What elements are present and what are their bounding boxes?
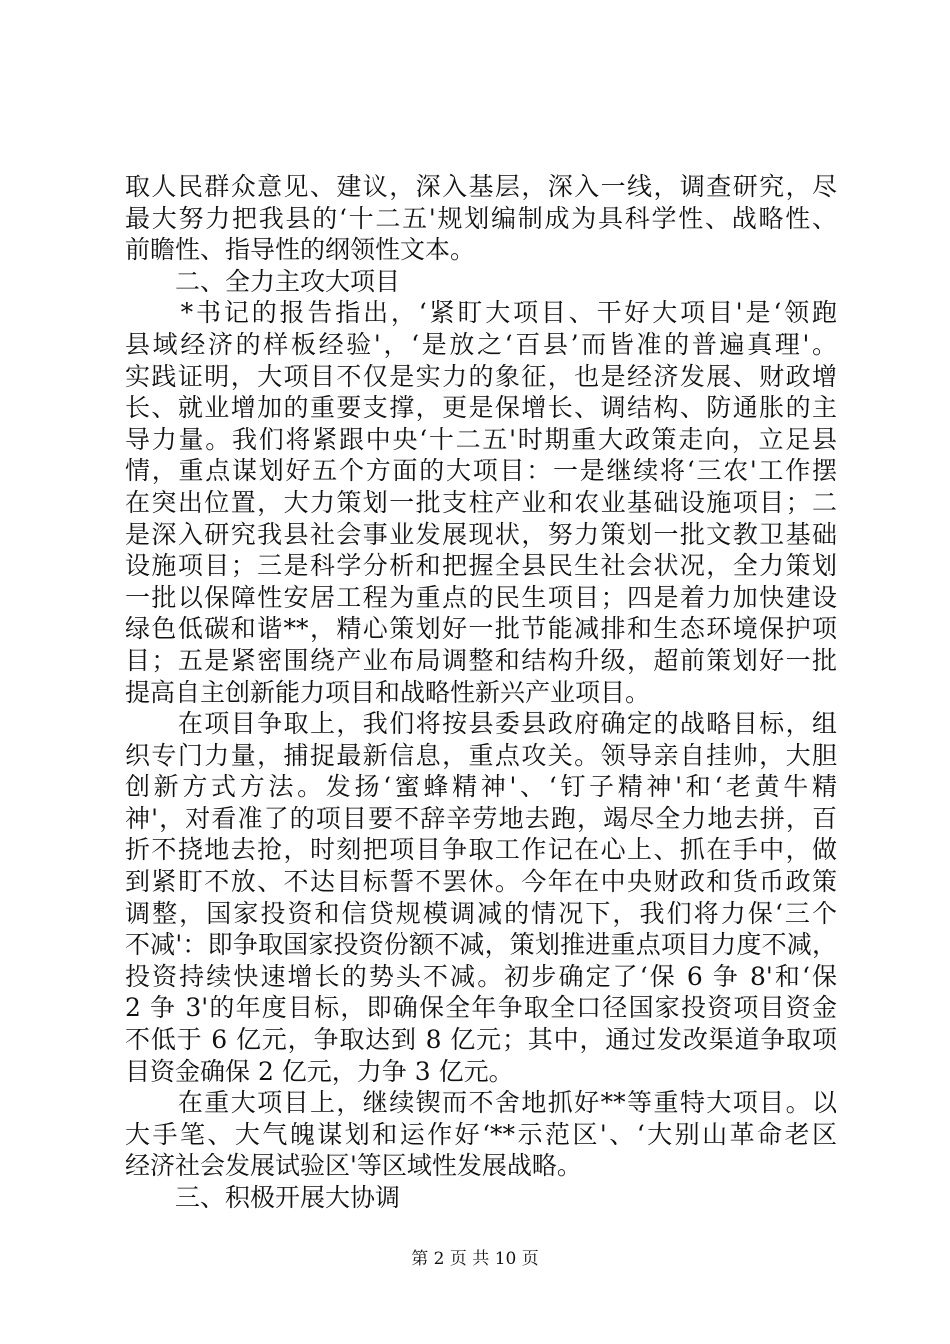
text-line: 取人民群众意见、建议，深入基层，深入一线，调查研究，尽 xyxy=(125,172,837,201)
text-line: 神'，对看准了的项目要不辞辛劳地去跑，竭尽全力地去拼，百 xyxy=(125,803,838,833)
text-line: 提高自主创新能力项目和战略性新兴产业项目。 xyxy=(125,677,651,707)
text-line: 不减'：即争取国家投资份额不减，策划推进重点项目力度不减， xyxy=(125,930,837,960)
text-line: 长、就业增加的重要支撑，更是保增长、调结构、防通胀的主 xyxy=(125,393,837,423)
text-line: 目；五是紧密围绕产业布局调整和结构升级，超前策划好一批 xyxy=(125,645,837,675)
text-line: 2 争 3'的年度目标，即确保全年争取全口径国家投资项目资金 xyxy=(125,993,837,1023)
text-line: 折不挠地去抢，时刻把项目争取工作记在心上、抓在手中，做 xyxy=(125,835,837,865)
text-line: *书记的报告指出，‘紧盯大项目、干好大项目'是‘领跑 xyxy=(125,298,837,328)
text-line: 在项目争取上，我们将按县委县政府确定的战略目标，组 xyxy=(125,709,837,739)
text-line: 情，重点谋划好五个方面的大项目：一是继续将‘三农'工作摆 xyxy=(125,456,837,486)
text-line: 织专门力量，捕捉最新信息，重点攻关。领导亲自挂帅，大胆 xyxy=(125,740,837,770)
section-heading: 二、全力主攻大项目 xyxy=(125,266,401,296)
text-line: 绿色低碳和谐**，精心策划好一批节能减排和生态环境保护项 xyxy=(125,614,837,644)
body-text xyxy=(125,171,837,1214)
text-line: 大手笔、大气魄谋划和运作好‘**示范区'、‘大别山革命老区 xyxy=(125,1119,837,1149)
page-number-footer: 第 2 页 共 10 页 xyxy=(411,1249,539,1269)
section-heading: 三、积极开展大协调 xyxy=(125,1183,401,1212)
text-line: 到紧盯不放、不达目标誓不罢休。今年在中央财政和货币政策 xyxy=(125,867,837,897)
text-line: 县域经济的样板经验'，‘是放之‘百县’而皆准的普遍真理'。 xyxy=(125,329,837,359)
text-line: 目资金确保 2 亿元，力争 3 亿元。 xyxy=(125,1056,514,1086)
text-line: 是深入研究我县社会事业发展现状，努力策划一批文教卫基础 xyxy=(125,519,837,549)
text-line: 前瞻性、指导性的纲领性文本。 xyxy=(125,235,476,265)
text-line: 调整，国家投资和信贷规模调减的情况下，我们将力保‘三个 xyxy=(125,898,837,928)
text-line: 创新方式方法。发扬‘蜜蜂精神'、‘钉子精神'和‘老黄牛精 xyxy=(125,772,837,802)
text-line: 在重大项目上，继续锲而不舍地抓好**等重特大项目。以 xyxy=(125,1088,837,1118)
text-line: 经济社会发展试验区'等区域性发展战略。 xyxy=(125,1151,582,1181)
text-line: 实践证明，大项目不仅是实力的象征，也是经济发展、财政增 xyxy=(125,361,837,391)
text-line: 设施项目；三是科学分析和把握全县民生社会状况，全力策划 xyxy=(125,551,837,581)
text-line: 最大努力把我县的‘十二五'规划编制成为具科学性、战略性、 xyxy=(125,203,837,233)
text-line: 在突出位置，大力策划一批支柱产业和农业基础设施项目；二 xyxy=(125,487,837,517)
text-line: 导力量。我们将紧跟中央‘十二五'时期重大政策走向，立足县 xyxy=(125,424,837,454)
text-line: 投资持续快速增长的势头不减。初步确定了‘保 6 争 8'和‘保 xyxy=(125,961,837,991)
text-line: 不低于 6 亿元，争取达到 8 亿元；其中，通过发改渠道争取项 xyxy=(125,1025,837,1055)
text-line: 一批以保障性安居工程为重点的民生项目；四是着力加快建设 xyxy=(125,582,837,612)
